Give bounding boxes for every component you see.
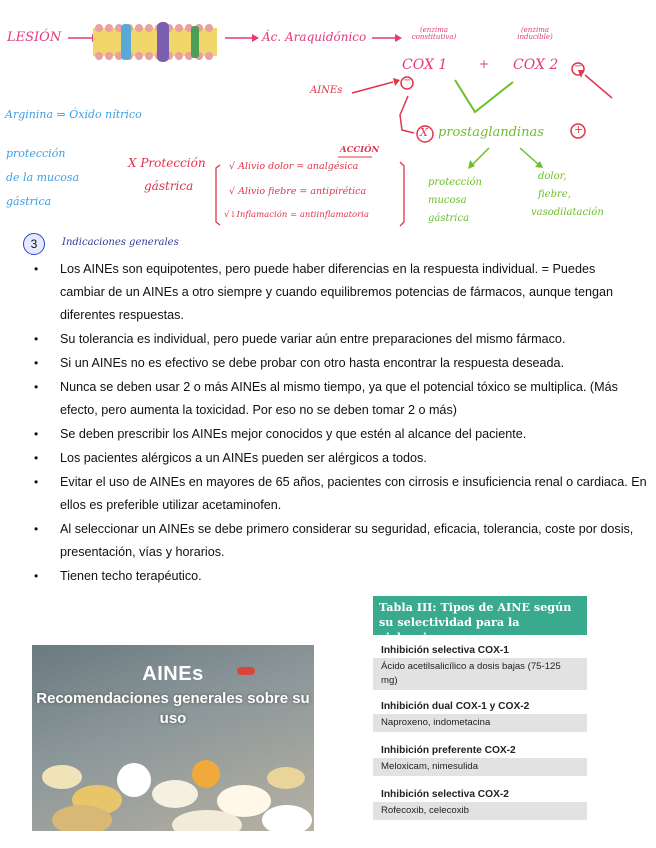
list-item: • Los pacientes alérgicos a un AINEs pueden ser alérgicos a todos. — [34, 451, 427, 465]
plus-circle-symbol: + — [574, 123, 584, 136]
cox1-minus: − — [403, 75, 412, 86]
prostaglandinas-label: prostaglandinas — [438, 125, 544, 140]
accion-label: ACCIÓN — [340, 145, 380, 155]
table-row-value: Ácido acetilsalicílico a dosis bajas (75-125 mg) — [373, 658, 587, 690]
x-proteccion-line2: gástrica — [144, 179, 194, 193]
table-row — [373, 744, 587, 776]
dolor-label-line1: dolor, — [538, 171, 567, 182]
proteccion-right-line2: mucosa — [428, 195, 467, 206]
table-row-value: Naproxeno, indometacina — [373, 714, 587, 732]
list-item: • Si un AINEs no es efectivo se debe probar con otro hasta encontrar la respuesta deseada. — [34, 356, 565, 370]
x-circle-symbol: X — [420, 126, 428, 139]
proteccion-left-line1: protección — [6, 147, 66, 160]
proteccion-right-line1: protección — [428, 177, 482, 188]
enzima-inducible-label: (enzima inducible) — [517, 26, 553, 41]
list-item: • Se deben prescribir los AINEs mejor conocidos y que estén al alcance del paciente. — [34, 427, 527, 441]
alivio-dolor-label: √ Alivio dolor = analgésica — [229, 161, 359, 172]
list-item: • Tienen techo terapéutico. — [34, 569, 202, 583]
acido-araquidonico-label: Ác. Araquidónico — [262, 30, 367, 44]
list-item: • Los AINEs son equipotentes, pero puede haber diferencias en la respuesta individual. = Puedes cambiar de un AINEs a otro siempre y cuando equilibremos potencias de fármacos, aunque tengan diferentes respuestas. — [34, 262, 614, 322]
table-row-value: Rofecoxib, celecoxib — [373, 802, 587, 820]
cox-selectivity-table — [373, 596, 587, 820]
cell-membrane-illustration — [93, 18, 217, 66]
aines-promo-image — [32, 645, 314, 831]
aines-label: AINEs — [310, 85, 343, 96]
proteccion-left-line2: de la mucosa — [6, 171, 80, 184]
section-number-badge: 3 — [23, 233, 45, 255]
alivio-fiebre-label: √ Alivio fiebre = antipirética — [229, 186, 367, 197]
table-row-header: Inhibición dual COX-1 y COX-2 — [381, 701, 530, 712]
table-row-value: Meloxicam, nimesulida — [373, 758, 587, 776]
cox1-label: COX 1 — [402, 57, 448, 73]
proteccion-right-line3: gástrica — [428, 213, 470, 224]
table-title: Tabla III: Tipos de AINE según su selectividad para la ciclooxigenasa — [373, 596, 587, 635]
cox2-minus: − — [574, 61, 583, 72]
inflamacion-label: √↓Inflamación = antiinflamatoria — [224, 210, 369, 220]
enzima-constitutiva-label: (enzima constitutiva) — [411, 26, 457, 41]
list-item: • Al seleccionar un AINEs se debe primero considerar su seguridad, eficacia, tolerancia, coste por dosis, presentación, vías y horarios. — [34, 522, 634, 559]
cox2-label: COX 2 — [513, 57, 559, 73]
plus-label: + — [479, 57, 490, 71]
lesion-label: LESIÓN — [7, 30, 62, 45]
x-proteccion-line1: X Protección — [128, 156, 206, 170]
section-title: Indicaciones generales — [62, 237, 179, 248]
table-row — [373, 644, 587, 690]
proteccion-left-line3: gástrica — [6, 195, 52, 208]
list-item: • Nunca se deben usar 2 o más AINEs al mismo tiempo, ya que el potencial tóxico se multiplica. (Más efecto, pero aumenta la toxicidad. Por eso no se deben tomar 2 o más) — [34, 380, 618, 417]
table-row — [373, 788, 587, 820]
list-item: • Su tolerancia es individual, pero puede variar aún entre preparaciones del mismo fármaco. — [34, 332, 566, 346]
promo-title: AINEs — [142, 663, 204, 685]
table-row — [373, 700, 587, 732]
dolor-label-line3: vasodilatación — [531, 207, 604, 218]
table-row-header: Inhibición selectiva COX-1 — [381, 645, 509, 656]
table-row-header: Inhibición selectiva COX-2 — [381, 789, 509, 800]
table-row-header: Inhibición preferente COX-2 — [381, 745, 516, 756]
arginina-label: Arginina ⇒ Óxido nítrico — [5, 108, 142, 121]
indications-list — [34, 258, 647, 589]
dolor-label-line2: fiebre, — [538, 189, 571, 200]
promo-subtitle: Recomendaciones generales sobre su uso — [36, 690, 310, 727]
list-item: • Evitar el uso de AINEs en mayores de 65 años, pacientes con cirrosis e insuficiencia renal o cardiaca. En ellos es preferible utilizar acetaminofen. — [34, 475, 647, 512]
